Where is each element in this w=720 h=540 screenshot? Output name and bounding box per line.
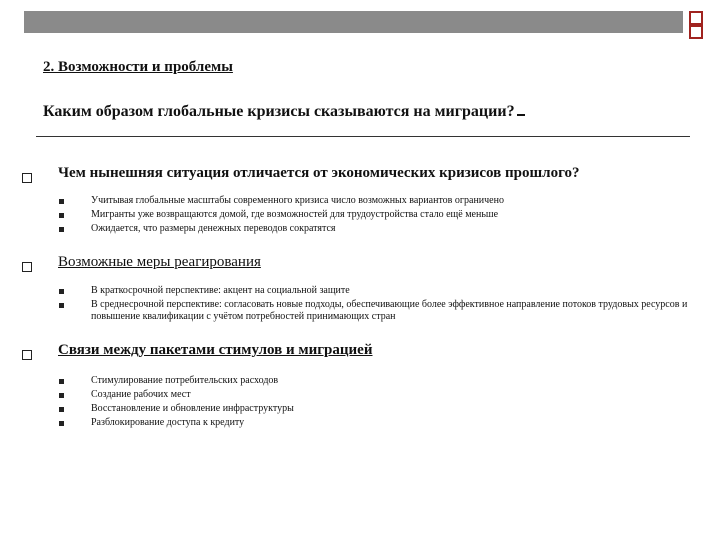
list-item: Ожидается, что размеры денежных переводов сократятся: [91, 223, 336, 234]
list-item: Стимулирование потребительских расходов: [91, 375, 279, 386]
heading-bullet-box: [22, 173, 32, 183]
item-bullet: [59, 407, 64, 412]
list-item: Создание рабочих мест: [91, 389, 191, 400]
item-bullet: [59, 421, 64, 426]
heading-bullet-box: [22, 262, 32, 272]
corner-square-top: [689, 11, 703, 25]
heading-3: Связи между пакетами стимулов и миграцией: [58, 342, 373, 358]
item-bullet: [59, 227, 64, 232]
heading-1: Чем нынешняя ситуация отличается от экономических кризисов прошлого?: [58, 165, 580, 181]
list-item: Восстановление и обновление инфраструктуры: [91, 403, 294, 414]
list-item: Разблокирование доступа к кредиту: [91, 417, 245, 428]
list-item: Мигранты уже возвращаются домой, где возможностей для трудоустройства стало ещё меньше: [91, 209, 499, 220]
heading-2: Возможные меры реагирования: [58, 254, 261, 270]
list-item: В среднесрочной перспективе: согласовать новые подходы, обеспечивающие более эффективное направление потоков трудовых ресурсов и повышение квалификации с учётом потребностей принимающих стран: [91, 299, 688, 322]
title-bar: [24, 11, 683, 33]
item-bullet: [59, 379, 64, 384]
item-bullet: [59, 213, 64, 218]
list-item: В краткосрочной перспективе: акцент на социальной защите: [91, 285, 350, 296]
heading-bullet-box: [22, 350, 32, 360]
slide-question: [43, 103, 525, 121]
question-text: Каким образом глобальные кризисы сказываются на миграции?: [43, 103, 515, 120]
item-bullet: [59, 289, 64, 294]
item-bullet: [59, 393, 64, 398]
list-item: Учитывая глобальные масштабы современного кризиса число возможных вариантов ограничено: [91, 195, 504, 206]
corner-square-bottom: [689, 25, 703, 39]
section-title: 2. Возможности и проблемы: [43, 59, 233, 75]
item-bullet: [59, 303, 64, 308]
text-cursor-mark: [517, 114, 525, 116]
item-bullet: [59, 199, 64, 204]
divider-line: [36, 136, 690, 137]
